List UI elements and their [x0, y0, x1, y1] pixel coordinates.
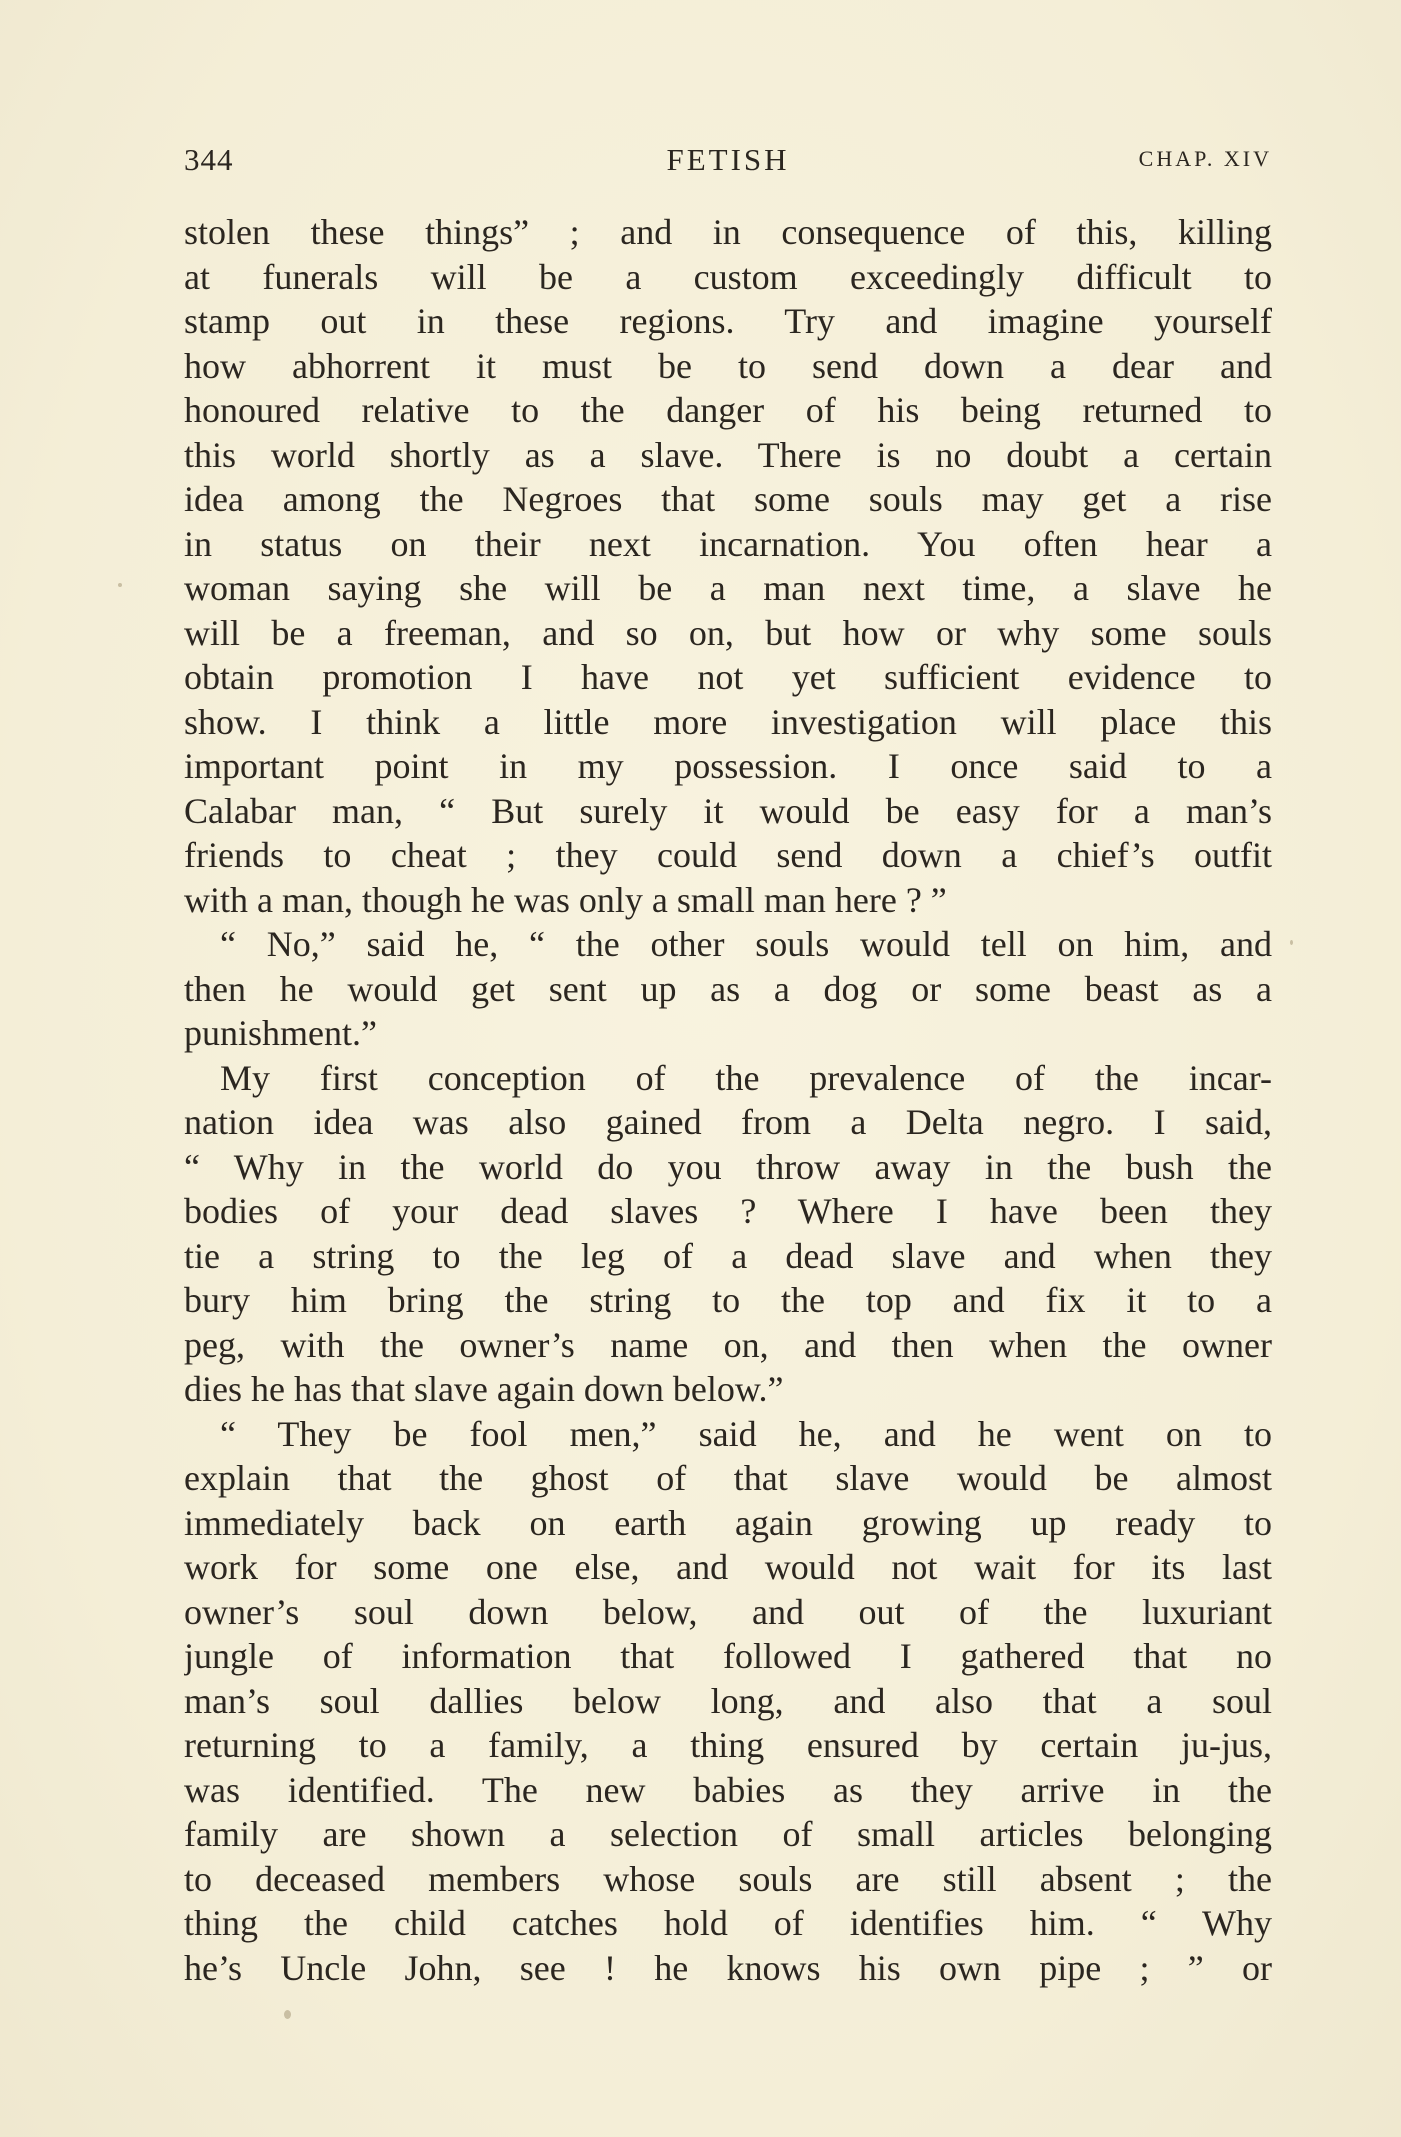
text-line: in status on their next incarnation. You often hear a [184, 523, 1272, 564]
running-title: FETISH [666, 142, 790, 177]
text-line: how abhorrent it must be to send down a dear and [184, 345, 1272, 386]
text-line: family are shown a selection of small articles belonging [184, 1814, 1272, 1854]
text-line: obtain promotion I have not yet sufficient evidence to [184, 657, 1272, 697]
text-line: will be a freeman, and so on, but how or why some souls [184, 612, 1272, 653]
text-line: this world shortly as a slave. There is no doubt a certain [184, 434, 1272, 475]
text-line: peg, with the owner’s name on, and then when the owner [184, 1324, 1272, 1365]
text-line: he’s Uncle John, see ! he knows his own pipe ; ” or [184, 1947, 1272, 1988]
text-line: “ Why in the world do you throw away in the bush the [184, 1146, 1272, 1187]
text-line: idea among the Negroes that some souls may get a rise [184, 479, 1272, 519]
text-line: then he would get sent up as a dog or some beast as a [184, 968, 1272, 1009]
text-line: nation idea was also gained from a Delta negro. I said, [184, 1102, 1272, 1142]
text-line: My first conception of the prevalence of the incar- [220, 1057, 1272, 1098]
text-line: honoured relative to the danger of his being returned to [184, 390, 1272, 430]
paper-speck [284, 2010, 291, 2019]
text-line: woman saying she will be a man next time, a slave he [184, 568, 1272, 608]
text-line: “ They be fool men,” said he, and he went on to [220, 1413, 1272, 1454]
text-line: stamp out in these regions. Try and imagine yourself [184, 301, 1272, 341]
text-line: explain that the ghost of that slave would be almost [184, 1458, 1272, 1498]
text-line: tie a string to the leg of a dead slave and when they [184, 1235, 1272, 1276]
text-line: with a man, though he was only a small man here ? ” [184, 879, 947, 920]
text-line: dies he has that slave again down below.” [184, 1369, 784, 1409]
text-line: bodies of your dead slaves ? Where I have been they [184, 1191, 1272, 1231]
chapter-label: CHAP. XIV [1138, 146, 1272, 171]
text-line: work for some one else, and would not wait for its last [184, 1547, 1272, 1587]
paper-speck [1290, 940, 1293, 945]
text-line: stolen these things” ; and in consequence of this, killing [184, 212, 1272, 252]
running-header [184, 142, 1272, 182]
text-line: thing the child catches hold of identifies him. “ Why [184, 1903, 1272, 1943]
text-line: friends to cheat ; they could send down a chief’s outfit [184, 835, 1272, 875]
text-line: punishment.” [184, 1013, 377, 1053]
page-number: 344 [184, 142, 234, 177]
text-line: at funerals will be a custom exceedingly difficult to [184, 256, 1272, 297]
text-line: owner’s soul down below, and out of the luxuriant [184, 1591, 1272, 1632]
text-line: to deceased members whose souls are still absent ; the [184, 1858, 1272, 1899]
text-line: was identified. The new babies as they arrive in the [184, 1769, 1272, 1810]
body-text [184, 210, 1272, 1990]
text-line: show. I think a little more investigation will place this [184, 701, 1272, 742]
text-line: bury him bring the string to the top and fix it to a [184, 1280, 1272, 1320]
text-line: Calabar man, “ But surely it would be easy for a man’s [184, 790, 1272, 831]
paper-speck [118, 583, 122, 587]
text-line: “ No,” said he, “ the other souls would tell on him, and [220, 924, 1272, 964]
text-line: returning to a family, a thing ensured by certain ju-jus, [184, 1725, 1272, 1765]
text-line: man’s soul dallies below long, and also that a soul [184, 1680, 1272, 1721]
text-line: important point in my possession. I once said to a [184, 746, 1272, 786]
text-line: jungle of information that followed I gathered that no [184, 1636, 1272, 1676]
text-line: immediately back on earth again growing up ready to [184, 1502, 1272, 1543]
